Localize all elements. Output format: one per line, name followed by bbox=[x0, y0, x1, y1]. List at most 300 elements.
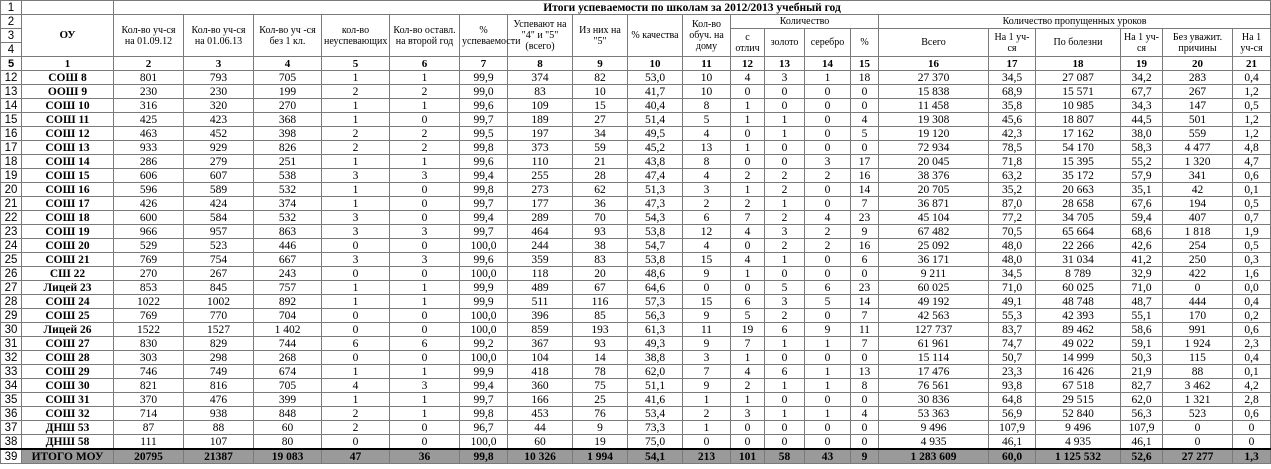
cell[interactable]: 62,0 bbox=[628, 365, 683, 379]
cell[interactable]: 374 bbox=[254, 197, 322, 211]
cell[interactable]: 48,6 bbox=[628, 267, 683, 281]
cell[interactable]: 845 bbox=[184, 281, 254, 295]
cell[interactable]: 35,2 bbox=[989, 183, 1036, 197]
column-number[interactable]: 3 bbox=[184, 57, 254, 71]
cell[interactable]: 1 125 532 bbox=[1036, 449, 1121, 464]
cell[interactable]: 99,8 bbox=[460, 183, 508, 197]
cell[interactable]: 267 bbox=[184, 267, 254, 281]
cell[interactable]: 31 034 bbox=[1036, 253, 1121, 267]
cell[interactable]: 273 bbox=[508, 183, 573, 197]
cell[interactable]: 99,4 bbox=[460, 379, 508, 393]
cell[interactable]: 67 bbox=[573, 281, 628, 295]
cell[interactable]: 2 bbox=[322, 127, 390, 141]
column-number[interactable]: 7 bbox=[460, 57, 508, 71]
row-number[interactable]: 29 bbox=[1, 309, 22, 323]
cell[interactable]: 286 bbox=[114, 155, 184, 169]
cell[interactable]: 15 571 bbox=[1036, 85, 1121, 99]
cell[interactable]: 4 477 bbox=[1163, 141, 1233, 155]
cell[interactable]: 61 961 bbox=[879, 337, 989, 351]
cell[interactable]: 0,5 bbox=[1233, 99, 1271, 113]
cell[interactable]: 3 bbox=[322, 169, 390, 183]
cell[interactable]: 17 bbox=[851, 155, 879, 169]
cell[interactable]: 38 bbox=[573, 239, 628, 253]
cell[interactable]: 0 bbox=[765, 421, 805, 435]
cell[interactable]: 0 bbox=[390, 267, 460, 281]
school-name-cell[interactable]: СОШ 8 bbox=[22, 71, 114, 85]
cell[interactable]: 243 bbox=[254, 267, 322, 281]
cell[interactable]: 34,2 bbox=[1121, 71, 1163, 85]
school-name-cell[interactable]: ДНШ 58 bbox=[22, 435, 114, 450]
cell[interactable]: 47,3 bbox=[628, 197, 683, 211]
cell[interactable]: 270 bbox=[254, 99, 322, 113]
school-name-cell[interactable]: Лицей 23 bbox=[22, 281, 114, 295]
cell[interactable]: 0,1 bbox=[1233, 183, 1271, 197]
cell[interactable]: 55,1 bbox=[1121, 309, 1163, 323]
cell[interactable]: 58,3 bbox=[1121, 141, 1163, 155]
cell[interactable]: 4 935 bbox=[1036, 435, 1121, 450]
cell[interactable]: 28 bbox=[573, 169, 628, 183]
cell[interactable]: 75,0 bbox=[628, 435, 683, 450]
header-col-5[interactable]: кол-во неуспевающих bbox=[322, 15, 390, 57]
cell[interactable]: 71,8 bbox=[989, 155, 1036, 169]
cell[interactable]: 1 bbox=[322, 71, 390, 85]
row-number[interactable]: 24 bbox=[1, 239, 22, 253]
row-number[interactable]: 37 bbox=[1, 421, 22, 435]
row-number[interactable]: 17 bbox=[1, 141, 22, 155]
cell[interactable]: 41,6 bbox=[628, 393, 683, 407]
cell[interactable]: 14 bbox=[851, 295, 879, 309]
cell[interactable]: 147 bbox=[1163, 99, 1233, 113]
row-number[interactable]: 13 bbox=[1, 85, 22, 99]
cell[interactable]: 107,9 bbox=[989, 421, 1036, 435]
cell[interactable]: 13 bbox=[851, 365, 879, 379]
cell[interactable]: 100,0 bbox=[460, 435, 508, 450]
cell[interactable]: 36 bbox=[573, 197, 628, 211]
cell[interactable]: 15 bbox=[683, 253, 731, 267]
column-number[interactable]: 11 bbox=[683, 57, 731, 71]
cell[interactable]: 1 bbox=[322, 365, 390, 379]
cell[interactable]: 1 bbox=[805, 71, 851, 85]
cell[interactable]: 0 bbox=[390, 239, 460, 253]
cell[interactable]: 0 bbox=[805, 309, 851, 323]
cell[interactable]: 71,0 bbox=[989, 281, 1036, 295]
cell[interactable]: 29 515 bbox=[1036, 393, 1121, 407]
cell[interactable]: 56,3 bbox=[628, 309, 683, 323]
cell[interactable]: 399 bbox=[254, 393, 322, 407]
cell[interactable]: 7 bbox=[731, 211, 765, 225]
cell[interactable]: 0 bbox=[765, 435, 805, 450]
cell[interactable]: 15 395 bbox=[1036, 155, 1121, 169]
cell[interactable]: 0 bbox=[805, 197, 851, 211]
row-number[interactable]: 28 bbox=[1, 295, 22, 309]
column-number[interactable]: 12 bbox=[731, 57, 765, 71]
cell[interactable]: 0 bbox=[390, 183, 460, 197]
school-name-cell[interactable]: СОШ 17 bbox=[22, 197, 114, 211]
cell[interactable]: 2 bbox=[731, 379, 765, 393]
cell[interactable]: 705 bbox=[254, 379, 322, 393]
cell[interactable]: 532 bbox=[254, 183, 322, 197]
cell[interactable]: 16 bbox=[851, 239, 879, 253]
cell[interactable]: 3 bbox=[805, 155, 851, 169]
cell[interactable]: 749 bbox=[184, 365, 254, 379]
cell[interactable]: 589 bbox=[184, 183, 254, 197]
cell[interactable]: 9 bbox=[683, 379, 731, 393]
cell[interactable]: 859 bbox=[508, 323, 573, 337]
cell[interactable]: 6 bbox=[765, 365, 805, 379]
cell[interactable]: 0 bbox=[683, 281, 731, 295]
cell[interactable]: 48 748 bbox=[1036, 295, 1121, 309]
cell[interactable]: 0,5 bbox=[1233, 197, 1271, 211]
cell[interactable]: 746 bbox=[114, 365, 184, 379]
cell[interactable]: 424 bbox=[184, 197, 254, 211]
cell[interactable]: 829 bbox=[184, 337, 254, 351]
cell[interactable]: 35,8 bbox=[989, 99, 1036, 113]
cell[interactable]: 1 bbox=[390, 71, 460, 85]
cell[interactable]: 444 bbox=[1163, 295, 1233, 309]
cell[interactable]: 0,4 bbox=[1233, 295, 1271, 309]
cell[interactable]: 373 bbox=[508, 141, 573, 155]
cell[interactable]: 27 277 bbox=[1163, 449, 1233, 464]
cell[interactable]: 4,8 bbox=[1233, 141, 1271, 155]
row-number[interactable]: 1 bbox=[1, 1, 22, 15]
cell[interactable]: 27 087 bbox=[1036, 71, 1121, 85]
cell[interactable]: 177 bbox=[508, 197, 573, 211]
cell[interactable]: 110 bbox=[508, 155, 573, 169]
cell[interactable]: 2 bbox=[322, 141, 390, 155]
cell[interactable]: 2 bbox=[683, 197, 731, 211]
cell[interactable]: 2 bbox=[765, 211, 805, 225]
cell[interactable]: 99,2 bbox=[460, 337, 508, 351]
cell[interactable]: 0 bbox=[322, 239, 390, 253]
cell[interactable]: 107 bbox=[184, 435, 254, 450]
cell[interactable]: 4 bbox=[805, 211, 851, 225]
cell[interactable]: 0 bbox=[805, 127, 851, 141]
cell[interactable]: 0 bbox=[765, 85, 805, 99]
cell[interactable]: 23 bbox=[851, 211, 879, 225]
cell[interactable]: 116 bbox=[573, 295, 628, 309]
cell[interactable]: 489 bbox=[508, 281, 573, 295]
cell[interactable]: 674 bbox=[254, 365, 322, 379]
cell[interactable]: 47,4 bbox=[628, 169, 683, 183]
cell[interactable]: 4 bbox=[683, 127, 731, 141]
row-number[interactable]: 3 bbox=[1, 29, 22, 43]
cell[interactable]: 1 bbox=[390, 155, 460, 169]
cell[interactable]: 1 bbox=[765, 197, 805, 211]
cell[interactable]: 0 bbox=[851, 393, 879, 407]
cell[interactable]: 0 bbox=[390, 211, 460, 225]
cell[interactable]: 0 bbox=[851, 85, 879, 99]
cell[interactable]: 0 bbox=[765, 393, 805, 407]
header-col-11[interactable]: Кол-во обуч. на дому bbox=[683, 15, 731, 57]
cell[interactable]: 529 bbox=[114, 239, 184, 253]
cell[interactable]: 464 bbox=[508, 225, 573, 239]
cell[interactable]: 0 bbox=[805, 85, 851, 99]
cell[interactable]: 54,3 bbox=[628, 211, 683, 225]
cell[interactable]: 13 bbox=[683, 141, 731, 155]
school-name-cell[interactable]: СОШ 29 bbox=[22, 365, 114, 379]
cell[interactable]: 76 bbox=[573, 407, 628, 421]
cell[interactable]: 816 bbox=[184, 379, 254, 393]
column-number[interactable]: 18 bbox=[1036, 57, 1121, 71]
cell[interactable]: 62,0 bbox=[1121, 393, 1163, 407]
cell[interactable]: 1 bbox=[390, 295, 460, 309]
cell[interactable]: 0 bbox=[322, 267, 390, 281]
school-name-cell[interactable]: СОШ 25 bbox=[22, 309, 114, 323]
cell[interactable]: 99,4 bbox=[460, 169, 508, 183]
cell[interactable]: 0 bbox=[322, 351, 390, 365]
school-name-cell[interactable]: СОШ 15 bbox=[22, 169, 114, 183]
cell[interactable]: 1 bbox=[390, 365, 460, 379]
cell[interactable]: 2 bbox=[731, 197, 765, 211]
cell[interactable]: 87 bbox=[114, 421, 184, 435]
cell[interactable]: 0,6 bbox=[1233, 169, 1271, 183]
header-col-3[interactable]: Кол-во уч-ся на 01.06.13 bbox=[184, 15, 254, 57]
cell[interactable]: 55,2 bbox=[1121, 155, 1163, 169]
row-number[interactable]: 33 bbox=[1, 365, 22, 379]
cell[interactable]: 3 bbox=[322, 225, 390, 239]
column-number[interactable]: 15 bbox=[851, 57, 879, 71]
subheader-percent[interactable]: % bbox=[851, 29, 879, 57]
cell[interactable]: 0 bbox=[1163, 421, 1233, 435]
cell[interactable]: 606 bbox=[114, 169, 184, 183]
cell[interactable]: 60 bbox=[254, 421, 322, 435]
school-name-cell[interactable]: Лицей 26 bbox=[22, 323, 114, 337]
cell[interactable]: 14 bbox=[851, 183, 879, 197]
cell[interactable]: 396 bbox=[508, 309, 573, 323]
cell[interactable]: 298 bbox=[184, 351, 254, 365]
cell[interactable]: 283 bbox=[1163, 71, 1233, 85]
cell[interactable]: 1,2 bbox=[1233, 85, 1271, 99]
cell[interactable]: 4 bbox=[683, 239, 731, 253]
cell[interactable]: 0,4 bbox=[1233, 71, 1271, 85]
column-number[interactable]: 21 bbox=[1233, 57, 1271, 71]
cell[interactable]: 45,6 bbox=[989, 113, 1036, 127]
cell[interactable]: 929 bbox=[184, 141, 254, 155]
cell[interactable]: 769 bbox=[114, 309, 184, 323]
cell[interactable]: 991 bbox=[1163, 323, 1233, 337]
subheader-vsego[interactable]: Всего bbox=[879, 29, 989, 57]
row-number[interactable]: 14 bbox=[1, 99, 22, 113]
cell[interactable]: 21387 bbox=[184, 449, 254, 464]
column-number[interactable]: 20 bbox=[1163, 57, 1233, 71]
cell[interactable]: 83 bbox=[573, 253, 628, 267]
cell[interactable]: 72 934 bbox=[879, 141, 989, 155]
cell[interactable]: 600 bbox=[114, 211, 184, 225]
cell[interactable]: 49 192 bbox=[879, 295, 989, 309]
cell[interactable]: 230 bbox=[184, 85, 254, 99]
cell[interactable]: 2 bbox=[765, 309, 805, 323]
header-col-2[interactable]: Кол-во уч-ся на 01.09.12 bbox=[114, 15, 184, 57]
header-col-4[interactable]: Кол-во уч -ся без 1 кл. bbox=[254, 15, 322, 57]
cell[interactable]: 757 bbox=[254, 281, 322, 295]
cell[interactable]: 476 bbox=[184, 393, 254, 407]
cell[interactable]: 99,7 bbox=[460, 393, 508, 407]
cell[interactable]: 19 083 bbox=[254, 449, 322, 464]
cell[interactable]: 49,5 bbox=[628, 127, 683, 141]
cell[interactable]: 2 bbox=[731, 169, 765, 183]
cell[interactable]: 0 bbox=[322, 435, 390, 450]
cell[interactable]: 59 bbox=[573, 141, 628, 155]
cell[interactable]: 4 bbox=[731, 365, 765, 379]
column-number[interactable]: 9 bbox=[573, 57, 628, 71]
row-number[interactable]: 31 bbox=[1, 337, 22, 351]
row-number[interactable]: 21 bbox=[1, 197, 22, 211]
cell[interactable]: 6 bbox=[683, 211, 731, 225]
cell[interactable]: 1 321 bbox=[1163, 393, 1233, 407]
cell[interactable]: 56,9 bbox=[989, 407, 1036, 421]
cell[interactable]: 68,9 bbox=[989, 85, 1036, 99]
column-number[interactable]: 1 bbox=[22, 57, 114, 71]
cell[interactable]: 2 bbox=[322, 421, 390, 435]
cell[interactable]: 0 bbox=[1233, 421, 1271, 435]
cell[interactable]: 316 bbox=[114, 99, 184, 113]
cell[interactable]: 1 bbox=[731, 141, 765, 155]
cell[interactable]: 1,2 bbox=[1233, 113, 1271, 127]
cell[interactable]: 1 bbox=[322, 197, 390, 211]
cell[interactable]: 1 bbox=[731, 113, 765, 127]
cell[interactable]: 11 458 bbox=[879, 99, 989, 113]
cell[interactable]: 99,6 bbox=[460, 155, 508, 169]
cell[interactable]: 0 bbox=[805, 183, 851, 197]
cell[interactable]: 957 bbox=[184, 225, 254, 239]
cell[interactable]: 5 bbox=[683, 113, 731, 127]
cell[interactable]: 230 bbox=[114, 85, 184, 99]
cell[interactable]: 1 bbox=[805, 337, 851, 351]
cell[interactable]: 100,0 bbox=[460, 309, 508, 323]
cell[interactable]: 0 bbox=[765, 155, 805, 169]
cell[interactable]: 48,0 bbox=[989, 239, 1036, 253]
cell[interactable]: 8 bbox=[683, 99, 731, 113]
cell[interactable]: 3 bbox=[683, 351, 731, 365]
header-col-9[interactable]: Из них на "5" bbox=[573, 15, 628, 57]
cell[interactable]: 2 bbox=[390, 85, 460, 99]
cell[interactable]: 43,8 bbox=[628, 155, 683, 169]
cell[interactable]: 42 bbox=[1163, 183, 1233, 197]
school-name-cell[interactable]: СОШ 30 bbox=[22, 379, 114, 393]
cell[interactable]: 9 bbox=[573, 421, 628, 435]
row-number[interactable]: 39 bbox=[1, 449, 22, 464]
row-number[interactable]: 18 bbox=[1, 155, 22, 169]
cell[interactable]: 2 bbox=[390, 141, 460, 155]
cell[interactable]: 0 bbox=[1163, 281, 1233, 295]
cell[interactable]: 255 bbox=[508, 169, 573, 183]
cell[interactable]: 38 376 bbox=[879, 169, 989, 183]
school-name-cell[interactable]: СОШ 16 bbox=[22, 183, 114, 197]
cell[interactable]: 2 bbox=[390, 127, 460, 141]
cell[interactable]: 341 bbox=[1163, 169, 1233, 183]
cell[interactable]: 3 bbox=[322, 253, 390, 267]
cell[interactable]: 1 bbox=[765, 127, 805, 141]
cell[interactable]: 744 bbox=[254, 337, 322, 351]
row-number[interactable]: 20 bbox=[1, 183, 22, 197]
cell[interactable]: 99,9 bbox=[460, 365, 508, 379]
cell[interactable]: 6 bbox=[851, 253, 879, 267]
subheader-na-1[interactable]: На 1 уч-ся bbox=[989, 29, 1036, 57]
cell[interactable]: 15 838 bbox=[879, 85, 989, 99]
cell[interactable]: 559 bbox=[1163, 127, 1233, 141]
cell[interactable]: 34,5 bbox=[989, 71, 1036, 85]
cell[interactable]: 704 bbox=[254, 309, 322, 323]
cell[interactable]: 43 bbox=[805, 449, 851, 464]
cell[interactable]: 279 bbox=[184, 155, 254, 169]
cell[interactable]: 0,7 bbox=[1233, 211, 1271, 225]
cell[interactable]: 0,3 bbox=[1233, 253, 1271, 267]
cell[interactable]: 2 bbox=[765, 169, 805, 183]
cell[interactable]: 19 120 bbox=[879, 127, 989, 141]
header-col-10[interactable]: % качества bbox=[628, 15, 683, 57]
cell[interactable]: 320 bbox=[184, 99, 254, 113]
cell[interactable]: 59,1 bbox=[1121, 337, 1163, 351]
cell[interactable]: 53,4 bbox=[628, 407, 683, 421]
cell[interactable]: 55,3 bbox=[989, 309, 1036, 323]
cell[interactable]: 0 bbox=[322, 323, 390, 337]
cell[interactable]: 70,5 bbox=[989, 225, 1036, 239]
cell[interactable]: 60 bbox=[508, 435, 573, 450]
cell[interactable]: 0 bbox=[805, 267, 851, 281]
cell[interactable]: 0 bbox=[805, 141, 851, 155]
cell[interactable]: 966 bbox=[114, 225, 184, 239]
cell[interactable]: 170 bbox=[1163, 309, 1233, 323]
cell[interactable]: 9 bbox=[805, 323, 851, 337]
cell[interactable]: 34 705 bbox=[1036, 211, 1121, 225]
cell[interactable]: 270 bbox=[114, 267, 184, 281]
cell[interactable]: 892 bbox=[254, 295, 322, 309]
cell[interactable]: 463 bbox=[114, 127, 184, 141]
cell[interactable]: 1,2 bbox=[1233, 127, 1271, 141]
cell[interactable]: 793 bbox=[184, 71, 254, 85]
cell[interactable]: 19 bbox=[731, 323, 765, 337]
cell[interactable]: 5 bbox=[805, 295, 851, 309]
row-number[interactable]: 23 bbox=[1, 225, 22, 239]
cell[interactable]: 0 bbox=[390, 197, 460, 211]
cell[interactable]: 1022 bbox=[114, 295, 184, 309]
column-number[interactable]: 5 bbox=[322, 57, 390, 71]
row-number[interactable]: 32 bbox=[1, 351, 22, 365]
cell[interactable]: 17 162 bbox=[1036, 127, 1121, 141]
cell[interactable]: 109 bbox=[508, 99, 573, 113]
cell[interactable]: 1 bbox=[390, 281, 460, 295]
cell[interactable]: 71,0 bbox=[1121, 281, 1163, 295]
cell[interactable]: 75 bbox=[573, 379, 628, 393]
cell[interactable]: 42 563 bbox=[879, 309, 989, 323]
cell[interactable]: 2 bbox=[322, 407, 390, 421]
cell[interactable]: 11 bbox=[683, 323, 731, 337]
cell[interactable]: 0 bbox=[805, 435, 851, 450]
cell[interactable]: 0 bbox=[731, 435, 765, 450]
cell[interactable]: 53,0 bbox=[628, 71, 683, 85]
cell[interactable]: 99,8 bbox=[460, 407, 508, 421]
cell[interactable]: 1 818 bbox=[1163, 225, 1233, 239]
cell[interactable]: 0 bbox=[390, 309, 460, 323]
cell[interactable]: 83,7 bbox=[989, 323, 1036, 337]
cell[interactable]: 54,7 bbox=[628, 239, 683, 253]
cell[interactable]: 1 bbox=[390, 407, 460, 421]
cell[interactable]: 0 bbox=[765, 99, 805, 113]
cell[interactable]: 0 bbox=[322, 309, 390, 323]
cell[interactable]: 374 bbox=[508, 71, 573, 85]
cell[interactable]: 2,3 bbox=[1233, 337, 1271, 351]
cell[interactable]: 10 bbox=[683, 85, 731, 99]
cell[interactable]: 45,2 bbox=[628, 141, 683, 155]
cell[interactable]: 1,9 bbox=[1233, 225, 1271, 239]
cell[interactable]: 1 bbox=[731, 183, 765, 197]
cell[interactable]: 9 bbox=[683, 309, 731, 323]
cell[interactable]: 4 bbox=[731, 253, 765, 267]
cell[interactable]: 254 bbox=[1163, 239, 1233, 253]
cell[interactable]: 41,2 bbox=[1121, 253, 1163, 267]
cell[interactable]: 58 bbox=[765, 449, 805, 464]
cell[interactable]: 16 426 bbox=[1036, 365, 1121, 379]
